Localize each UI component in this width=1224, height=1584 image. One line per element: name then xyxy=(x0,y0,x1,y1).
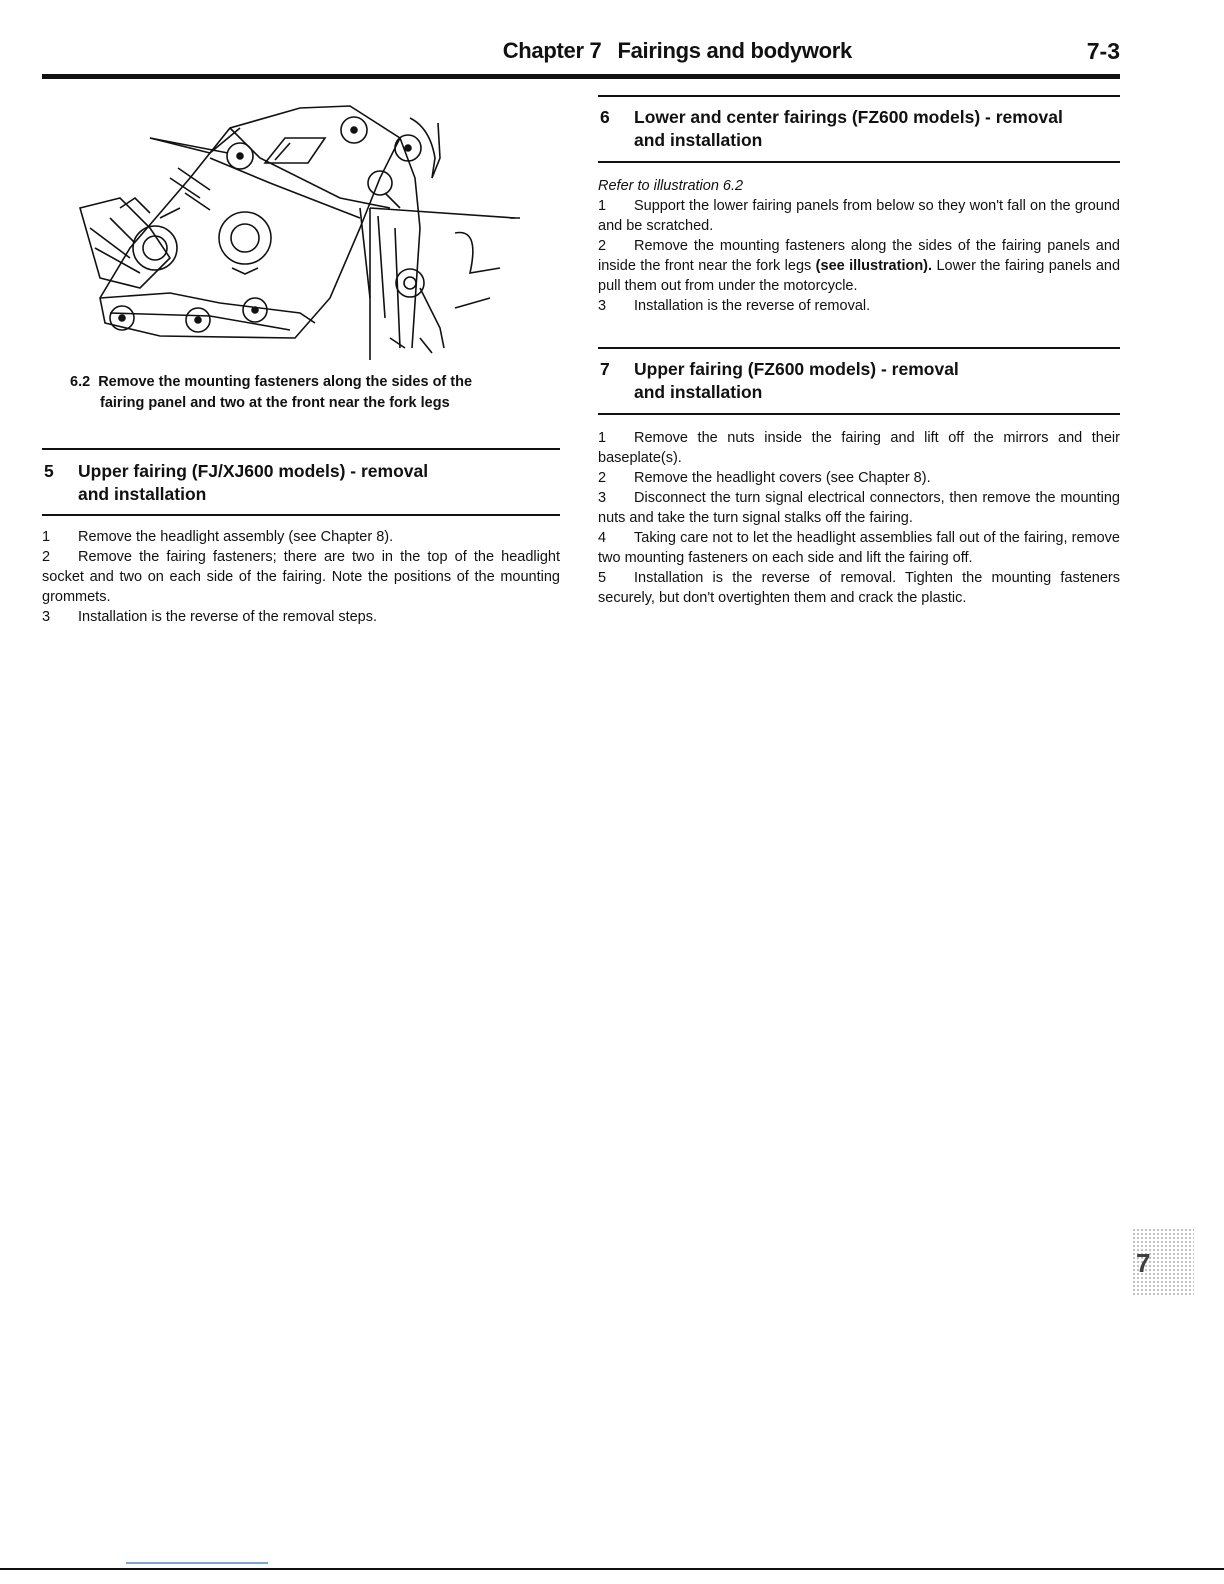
section-5-title-line-1: Upper fairing (FJ/XJ600 models) - removal xyxy=(78,461,429,481)
chapter-label: Chapter 7 xyxy=(502,38,602,63)
section-6-heading xyxy=(598,95,1120,163)
step-number: 3 xyxy=(598,298,607,314)
step-text: Remove the headlight covers (see Chapter 8). xyxy=(634,470,931,486)
step-text: Remove the fairing fasteners; there are two in the top of the headlight socket and two on each side of the fairing. Note the positions of the mounting grommets. xyxy=(42,549,560,605)
step-number: 1 xyxy=(598,198,607,214)
section-6-reference: Refer to illustration 6.2 xyxy=(598,178,744,194)
section-7-step-3 xyxy=(598,488,1120,528)
footer-rule xyxy=(0,1568,1224,1570)
section-5-number: 5 xyxy=(44,461,54,481)
section-6-body xyxy=(598,176,1120,316)
step-number: 3 xyxy=(598,490,607,506)
section-5-body xyxy=(42,527,560,627)
step-number: 1 xyxy=(598,430,607,446)
step-text: Installation is the reverse of removal. Tighten the mounting fasteners securely, but don't overtighten them and crack the plastic. xyxy=(598,570,1120,606)
section-7-step-2 xyxy=(598,468,1120,488)
caption-line-2: fairing panel and two at the front near the fork legs xyxy=(100,395,450,411)
section-6-title-line-1: Lower and center fairings (FZ600 models) - removal xyxy=(634,107,1063,127)
figure-illustration xyxy=(60,98,530,360)
step-number: 2 xyxy=(42,549,51,565)
chapter-heading xyxy=(42,38,852,64)
section-5-step-2 xyxy=(42,547,560,607)
section-7-rule-top xyxy=(598,347,1120,349)
caption-line-1: Remove the mounting fasteners along the sides of the xyxy=(98,374,473,390)
section-7-step-1 xyxy=(598,428,1120,468)
section-5-step-3 xyxy=(42,607,560,627)
section-7-step-5 xyxy=(598,568,1120,608)
footer-accent-line xyxy=(126,1562,268,1564)
section-7-title-line-1: Upper fairing (FZ600 models) - removal xyxy=(634,359,959,379)
section-6-number: 6 xyxy=(600,107,610,127)
step-number: 2 xyxy=(598,238,607,254)
section-5-rule-top xyxy=(42,448,560,450)
step-text: Installation is the reverse of removal. xyxy=(634,298,871,314)
section-7-number: 7 xyxy=(600,359,610,379)
figure-caption xyxy=(70,372,540,414)
step-number: 3 xyxy=(42,609,51,625)
section-5-title-line-2: and installation xyxy=(78,484,207,504)
step-number: 1 xyxy=(42,529,51,545)
step-number: 2 xyxy=(598,470,607,486)
chapter-thumb-tab xyxy=(1132,1228,1194,1296)
step-text: Remove the headlight assembly (see Chapter 8). xyxy=(78,529,394,545)
chapter-title: Fairings and bodywork xyxy=(617,38,852,63)
step-text: Disconnect the turn signal electrical connectors, then remove the mounting nuts and take the turn signal stalks off the fairing. xyxy=(598,490,1120,526)
section-7-step-4 xyxy=(598,528,1120,568)
section-6-step-3 xyxy=(598,296,1120,316)
step-text: Remove the nuts inside the fairing and lift off the mirrors and their baseplate(s). xyxy=(598,430,1120,466)
caption-number: 6.2 xyxy=(70,374,91,390)
section-7-title-line-2: and installation xyxy=(634,382,763,402)
fairing-drawing xyxy=(60,98,530,360)
section-5-step-1 xyxy=(42,527,560,547)
step-number: 5 xyxy=(598,570,607,586)
section-7-rule-bottom xyxy=(598,413,1120,415)
section-6-rule-bottom xyxy=(598,161,1120,163)
step-text-continued: Lower the fairing panels and pull them out from under the motorcycle. xyxy=(598,258,1121,294)
section-7-heading xyxy=(598,347,1120,415)
step-text: Support the lower fairing panels from below so they won't fall on the ground and be scratched. xyxy=(598,198,1120,234)
section-6-step-1 xyxy=(598,196,1120,236)
running-head xyxy=(42,36,1120,72)
section-6-step-2 xyxy=(598,236,1120,296)
illustration-reference: (see illustration). xyxy=(815,258,933,274)
step-text: Installation is the reverse of the removal steps. xyxy=(78,609,378,625)
chapter-tab-number: 7 xyxy=(1136,1248,1151,1278)
header-rule xyxy=(42,74,1120,79)
step-text: Remove the mounting fasteners along the sides of the fairing panels and inside the front near the fork legs xyxy=(598,238,1120,274)
section-5-heading xyxy=(42,448,560,516)
step-number: 4 xyxy=(598,530,607,546)
section-6-rule-top xyxy=(598,95,1120,97)
section-6-title-line-2: and installation xyxy=(634,130,763,150)
step-text: Taking care not to let the headlight assemblies fall out of the fairing, remove two mounting fasteners on each side and lift the fairing off. xyxy=(598,530,1120,566)
section-5-rule-bottom xyxy=(42,514,560,516)
section-7-body xyxy=(598,428,1120,608)
page-number: 7-3 xyxy=(1086,38,1120,64)
